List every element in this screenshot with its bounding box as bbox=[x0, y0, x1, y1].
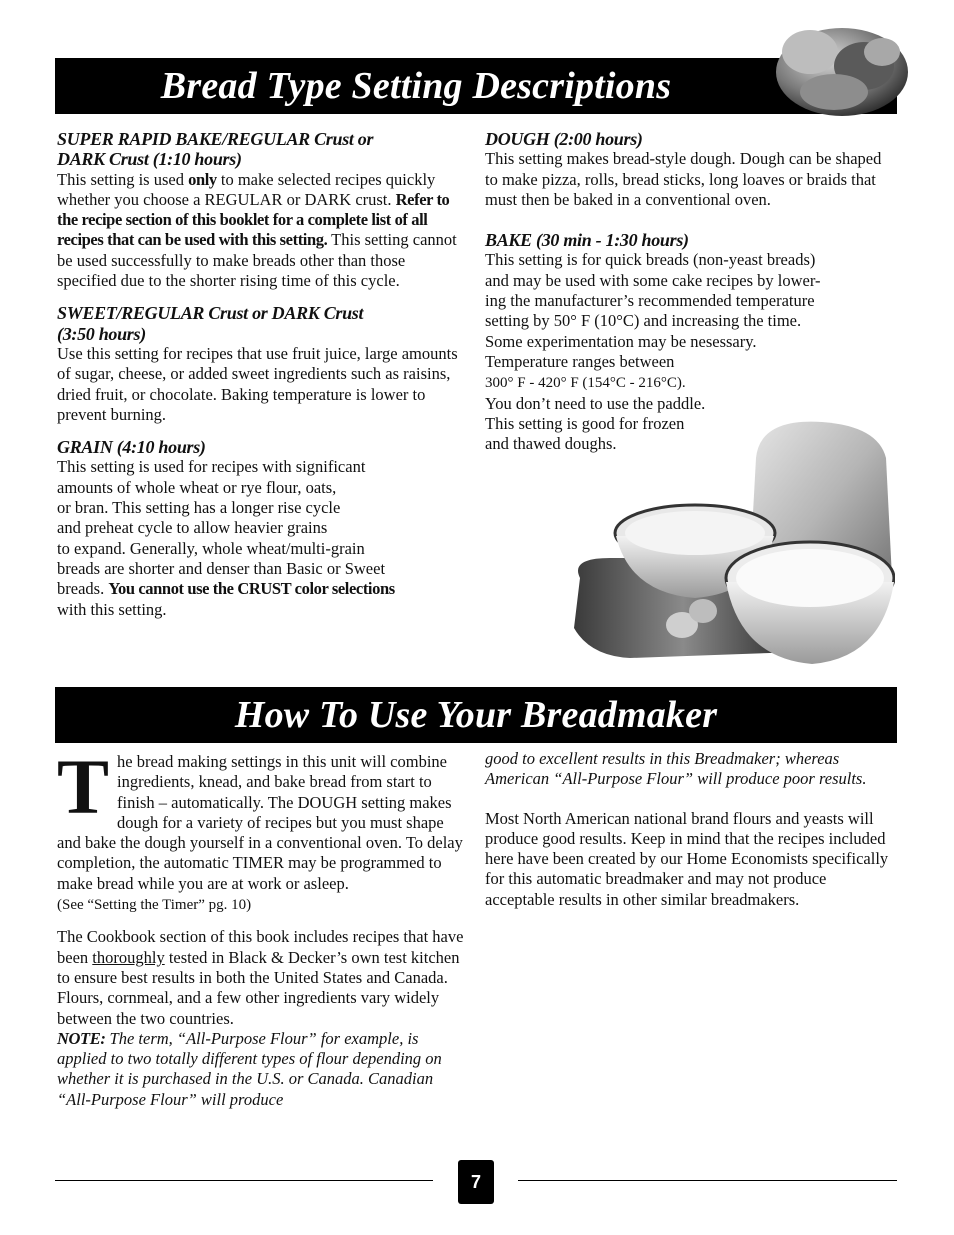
super-rapid-text bbox=[57, 170, 467, 292]
note-continued: good to excellent results in this Breadmaker; whereas American “All-Purpose Flour” will produce poor results. bbox=[485, 749, 867, 789]
flour-paragraph: Most North American national brand flours and yeasts will produce good results. Keep in mind that the recipes included here have been created by our Home Economists specifically for this automatic breadmaker and may not produce acceptable results in other similar breadmakers. bbox=[485, 808, 889, 909]
text: he bread making settings in this unit will combine ingredients, knead, and bake bread from start to finish – automatically. The DOUGH setting makes dough for a variety of recipes but you must shape and bake the dough yourself in a conventional oven. To delay completion, the automatic TIMER may be programmed to make bread while you are at work or asleep. bbox=[57, 752, 463, 893]
section-banner-how-to-use bbox=[55, 687, 897, 743]
intro-paragraph bbox=[57, 743, 465, 915]
text-line: and preheat cycle to allow heavier grains bbox=[57, 518, 328, 538]
sweet-text: Use this setting for recipes that use fruit juice, large amounts of sugar, cheese, or added sweet ingredients such as raisins, dried fruit, or chocolate. Baking temperature is lower to prevent burning. bbox=[57, 343, 458, 424]
text-line: This setting is used for recipes with significant bbox=[57, 457, 366, 477]
drop-cap: T bbox=[57, 743, 110, 830]
text: This setting cannot be used successfully to make breads other than those specified due to the shorter rising time of this cycle. bbox=[57, 230, 457, 291]
how-to-right-column bbox=[485, 749, 890, 910]
text: tested in Black & Decker’s own test kitchen to ensure best results in both the United States and Canada. Flours, cornmeal, and a few other ingredients vary widely between the two countries. bbox=[57, 947, 460, 1028]
text: This setting is used bbox=[57, 169, 189, 189]
bowls-and-loaf-illustration bbox=[560, 418, 895, 668]
section-title: How To Use Your Breadmaker bbox=[234, 694, 718, 736]
bread-types-right-column bbox=[485, 129, 890, 454]
super-rapid-heading bbox=[57, 129, 467, 170]
how-to-left-column bbox=[57, 743, 465, 1110]
text-line: Temperature ranges between bbox=[485, 351, 675, 371]
page-number: 7 bbox=[458, 1160, 494, 1204]
dough-text: This setting makes bread-style dough. Dough can be shaped to make pizza, rolls, bread sticks, long loaves or braids that must then be baked in a conventional oven. bbox=[485, 149, 882, 209]
text-line: breads are shorter and denser than Basic or Sweet bbox=[57, 558, 386, 578]
text-line: You don’t need to use the paddle. bbox=[485, 393, 706, 413]
note-label: NOTE: bbox=[57, 1028, 106, 1048]
section-title: Bread Type Setting Descriptions bbox=[160, 65, 672, 107]
note-paragraph bbox=[57, 1029, 465, 1110]
heading-line: (3:50 hours) bbox=[57, 323, 146, 344]
text: The Cookbook section of this book includes recipes that have been bbox=[57, 927, 464, 967]
heading-line: DARK Crust (1:10 hours) bbox=[57, 149, 242, 170]
text-line: 300° F - 420° F (154°C - 216°C). bbox=[485, 375, 686, 392]
text-line: and thawed doughs. bbox=[485, 434, 617, 454]
bread-basket-illustration bbox=[772, 22, 912, 120]
heading-line: SWEET/REGULAR Crust or DARK Crust bbox=[57, 303, 364, 324]
cookbook-paragraph bbox=[57, 927, 465, 1028]
text-line: Some experimentation may be nesessary. bbox=[485, 331, 757, 351]
bold-text: only bbox=[188, 169, 217, 189]
grain-text bbox=[57, 457, 467, 619]
grain-heading: GRAIN (4:10 hours) bbox=[57, 437, 206, 458]
footer-rule-left bbox=[55, 1180, 433, 1181]
underlined-text: thoroughly bbox=[92, 947, 165, 967]
text-line: or bran. This setting has a longer rise cycle bbox=[57, 498, 341, 518]
heading-line: SUPER RAPID BAKE/REGULAR Crust or bbox=[57, 129, 374, 149]
text-line: This setting is good for frozen bbox=[485, 413, 685, 433]
bold-text: You cannot use the CRUST color selections bbox=[108, 579, 395, 599]
dough-heading: DOUGH (2:00 hours) bbox=[485, 129, 643, 149]
text-line: to expand. Generally, whole wheat/multi-grain bbox=[57, 538, 365, 558]
text-line: amounts of whole wheat or rye flour, oats, bbox=[57, 477, 337, 497]
text: to make selected recipes quickly whether you choose a REGULAR or DARK crust. bbox=[57, 169, 436, 209]
text-line: with this setting. bbox=[57, 599, 167, 619]
text: breads. bbox=[57, 579, 109, 599]
bake-heading: BAKE (30 min - 1:30 hours) bbox=[485, 230, 689, 251]
text-line: and may be used with some cake recipes by lower- bbox=[485, 270, 821, 290]
text: The term, “All-Purpose Flour” for example, is applied to two totally different types of flour depending on whether it is purchased in the U.S. or Canada. Canadian “All-Purpose Flour” will produce bbox=[57, 1028, 442, 1109]
section-banner-bread-types bbox=[55, 58, 897, 114]
text-line: setting by 50° F (10°C) and increasing the time. bbox=[485, 311, 802, 331]
timer-reference: (See “Setting the Timer” pg. 10) bbox=[57, 897, 252, 914]
bread-types-left-column bbox=[57, 129, 467, 620]
footer-rule-right bbox=[518, 1180, 897, 1181]
text-line: ing the manufacturer’s recommended temperature bbox=[485, 291, 815, 311]
sweet-heading bbox=[57, 303, 467, 344]
bold-text: Refer to the recipe section of this booklet for a complete list of all recipes that can be used with this setting. bbox=[57, 189, 450, 250]
text-line: This setting is for quick breads (non-yeast breads) bbox=[485, 250, 816, 270]
